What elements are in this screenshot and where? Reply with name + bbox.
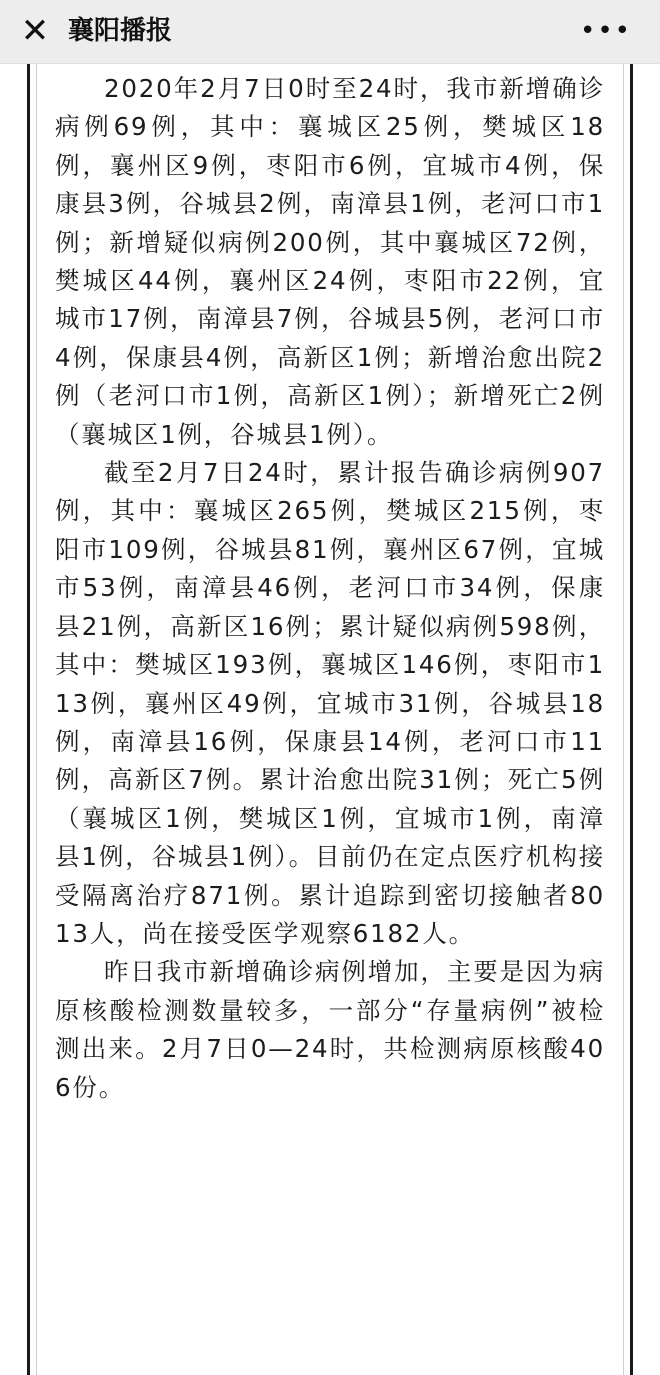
article-body bbox=[55, 70, 605, 1107]
article-paragraph-2: 截至2月7日24时，累计报告确诊病例907例，其中：襄城区265例，樊城区215例，枣阳市109例，谷城县81例，襄州区67例，宜城市53例，南漳县46例，老河口市34例，保康县21例，高新区16例；累计疑似病例598例，其中：樊城区193例，襄城区146例，枣阳市113例，襄州区49例，宜城市31例，谷城县18例，南漳县16例，保康县14例，老河口市11例，高新区7例。累计治愈出院31例；死亡5例（襄城区1例，樊城区1例，宜城市1例，南漳县1例，谷城县1例）。目前仍在定点医疗机构接受隔离治疗871例。累计追踪到密切接触者8013人，尚在接受医学观察6182人。 bbox=[55, 458, 605, 948]
page-title: 襄阳播报 bbox=[68, 16, 173, 46]
more-options-icon[interactable]: ••• bbox=[579, 16, 632, 46]
article-paragraph-3: 昨日我市新增确诊病例增加，主要是因为病原核酸检测数量较多，一部分“存量病例”被检测出来。2月7日0—24时，共检测病原核酸406份。 bbox=[55, 957, 605, 1102]
close-icon[interactable]: ✕ bbox=[20, 11, 50, 51]
top-navigation-bar bbox=[0, 0, 660, 64]
article-paragraph-1: 2020年2月7日0时至24时，我市新增确诊病例69例，其中：襄城区25例，樊城区18例，襄州区9例，枣阳市6例，宜城市4例，保康县3例，谷城县2例，南漳县1例，老河口市1例；新增疑似病例200例，其中襄城区72例，樊城区44例，襄州区24例，枣阳市22例，宜城市17例，南漳县7例，谷城县5例，老河口市4例，保康县4例，高新区1例；新增治愈出院2例（老河口市1例，高新区1例）；新增死亡2例（襄城区1例，谷城县1例）。 bbox=[55, 74, 605, 449]
